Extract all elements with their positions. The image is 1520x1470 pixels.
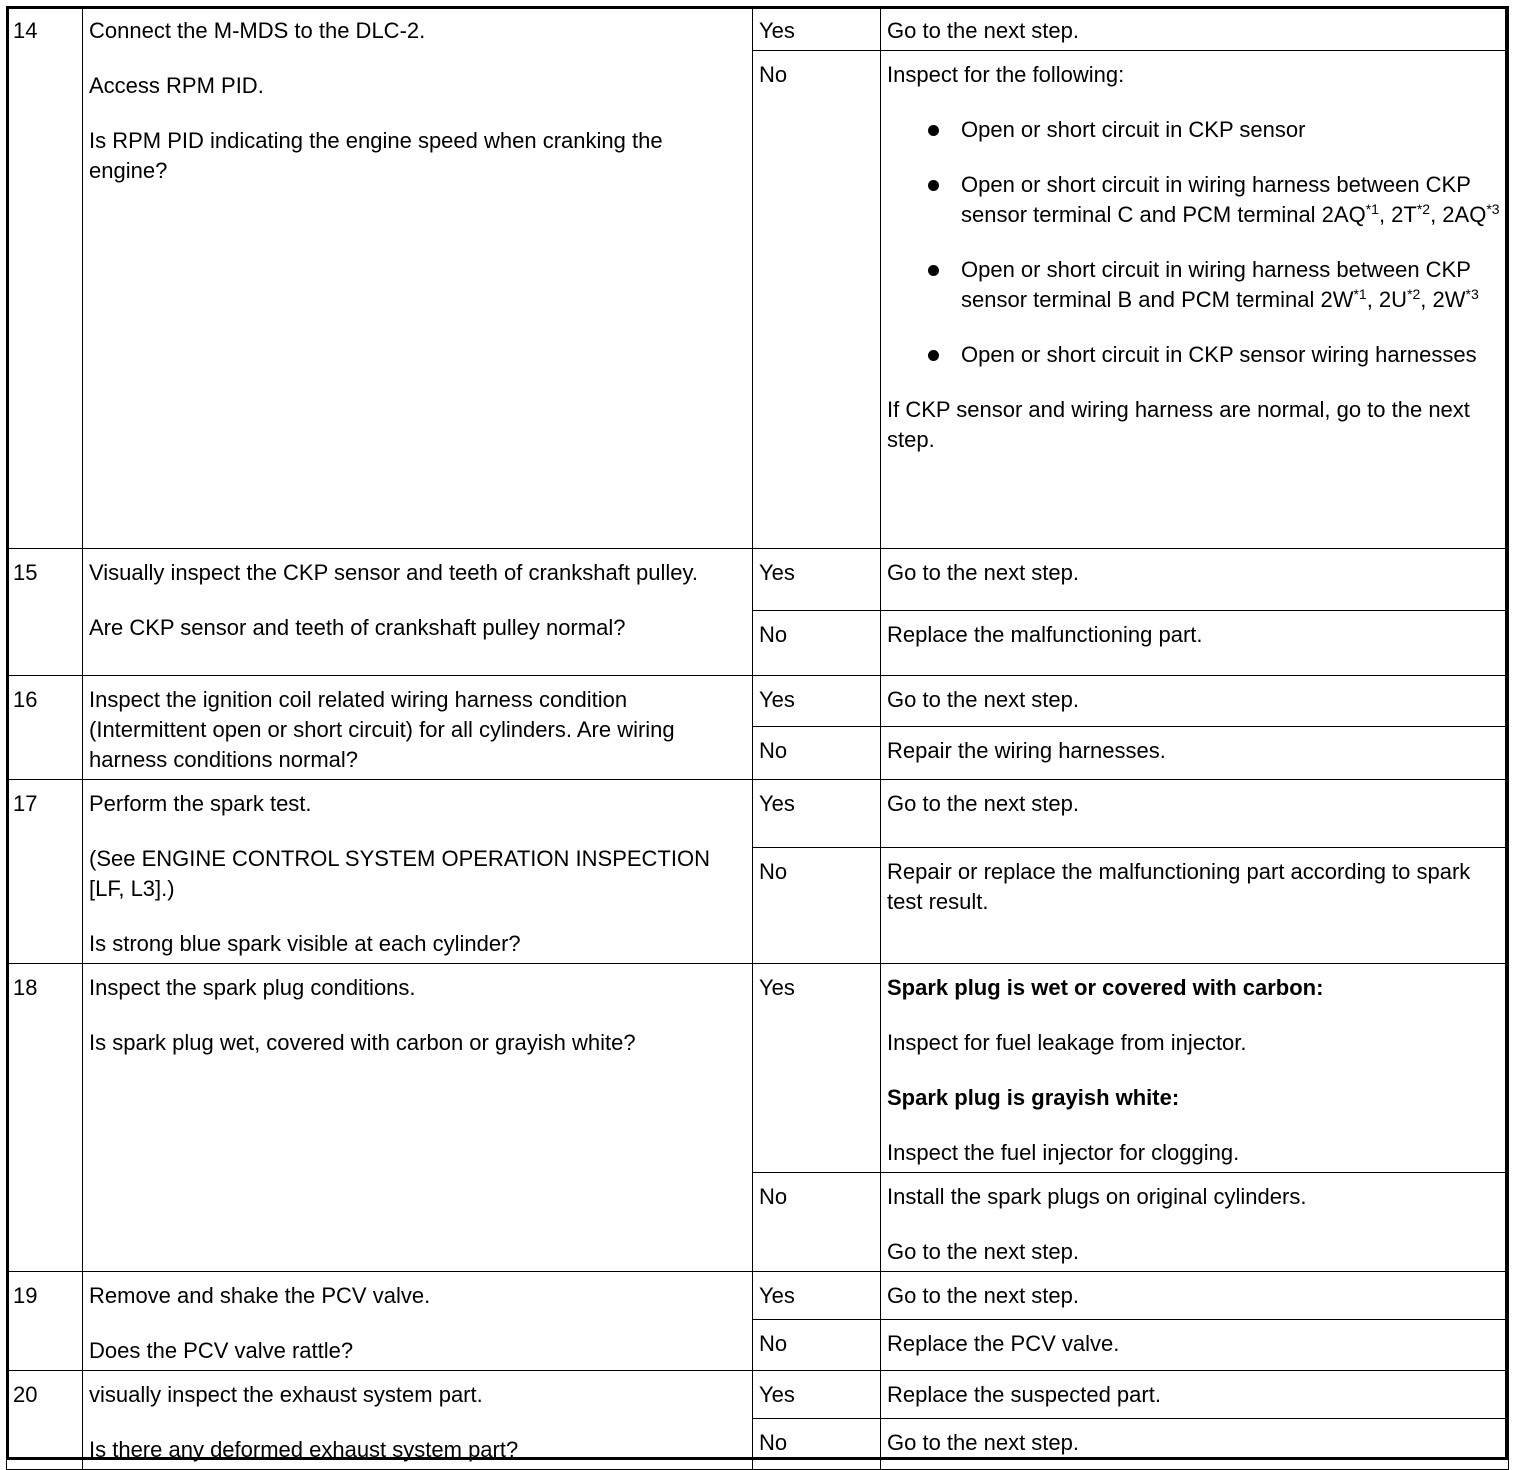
step-number: 20 (7, 1371, 83, 1470)
result-no: Go to the next step. (881, 1419, 1509, 1470)
answer-yes: Yes (753, 964, 881, 1173)
result-yes: Go to the next step. (881, 780, 1509, 848)
result-intro: Inspect for the following: (887, 62, 1125, 87)
action-question: Does the PCV valve rattle? (89, 1338, 354, 1363)
result-outro: If CKP sensor and wiring harness are normal, go to the next step. (887, 397, 1470, 452)
step-number: 17 (7, 780, 83, 964)
result-yes: Go to the next step. (881, 676, 1509, 727)
answer-no: No (753, 51, 881, 549)
list-item: Open or short circuit in CKP sensor wiring harnesses (961, 340, 1502, 370)
answer-no: No (753, 1320, 881, 1371)
answer-no: No (753, 727, 881, 780)
action-text: Perform the spark test. (89, 791, 312, 816)
answer-no: No (753, 1419, 881, 1470)
list-item: Open or short circuit in wiring harness between CKP sensor terminal B and PCM terminal $2W^{*1}$, $2U^{*2}$, $2W^{*3}$ (961, 255, 1502, 315)
step-number: 14 (7, 7, 83, 549)
action-question: Is spark plug wet, covered with carbon or grayish white? (89, 1030, 636, 1055)
table-outer-border (6, 6, 1508, 1460)
result-yes: Replace the suspected part. (881, 1371, 1509, 1419)
action-text: visually inspect the exhaust system part. (89, 1382, 483, 1407)
answer-yes: Yes (753, 780, 881, 848)
action-question: Is there any deformed exhaust system part? (89, 1437, 519, 1462)
step-number: 16 (7, 676, 83, 780)
list-item: Open or short circuit in CKP sensor (961, 115, 1502, 145)
result-yes: Go to the next step. (881, 1272, 1509, 1320)
action-text: Inspect the spark plug conditions. (89, 975, 416, 1000)
action-text: Visually inspect the CKP sensor and teeth of crankshaft pulley. (89, 560, 699, 585)
result-heading: Spark plug is wet or covered with carbon: (887, 975, 1324, 1000)
answer-yes: Yes (753, 1272, 881, 1320)
answer-yes: Yes (753, 1371, 881, 1419)
action-question: Are CKP sensor and teeth of crankshaft pulley normal? (89, 615, 626, 640)
action-text: Remove and shake the PCV valve. (89, 1283, 431, 1308)
result-text: Inspect for fuel leakage from injector. (887, 1030, 1247, 1055)
step-number: 15 (7, 549, 83, 676)
answer-no: No (753, 848, 881, 964)
result-text: Go to the next step. (887, 1239, 1080, 1264)
action-text: (See ENGINE CONTROL SYSTEM OPERATION INSPECTION [LF, L3].) (89, 846, 710, 901)
result-no: Replace the malfunctioning part. (881, 611, 1509, 676)
result-heading: Spark plug is grayish white: (887, 1085, 1180, 1110)
result-no: Replace the PCV valve. (881, 1320, 1509, 1371)
result-text: Install the spark plugs on original cylinders. (887, 1184, 1307, 1209)
result-no: Repair the wiring harnesses. (881, 727, 1509, 780)
result-yes: Go to the next step. (881, 7, 1509, 51)
result-text: Inspect the fuel injector for clogging. (887, 1140, 1240, 1165)
action-text: Access RPM PID. (89, 73, 264, 98)
action-question: Is strong blue spark visible at each cylinder? (89, 931, 521, 956)
answer-no: No (753, 1173, 881, 1272)
answer-yes: Yes (753, 676, 881, 727)
answer-no: No (753, 611, 881, 676)
answer-yes: Yes (753, 7, 881, 51)
result-no: Repair or replace the malfunctioning part according to spark test result. (881, 848, 1509, 964)
result-yes: Go to the next step. (881, 549, 1509, 611)
step-number: 18 (7, 964, 83, 1272)
action-question: Is RPM PID indicating the engine speed when cranking the engine? (89, 128, 663, 183)
step-number: 19 (7, 1272, 83, 1371)
list-item: Open or short circuit in wiring harness between CKP sensor terminal C and PCM terminal 2AQ$^{*1}$, $2T^{*2}$, 2AQ$^{*3}$ (961, 170, 1502, 230)
answer-yes: Yes (753, 549, 881, 611)
action-question: Inspect the ignition coil related wiring harness condition (Intermittent open or short circuit) for all cylinders. Are wiring harness conditions normal? (89, 687, 675, 772)
action-text: Connect the M-MDS to the DLC-2. (89, 18, 426, 43)
